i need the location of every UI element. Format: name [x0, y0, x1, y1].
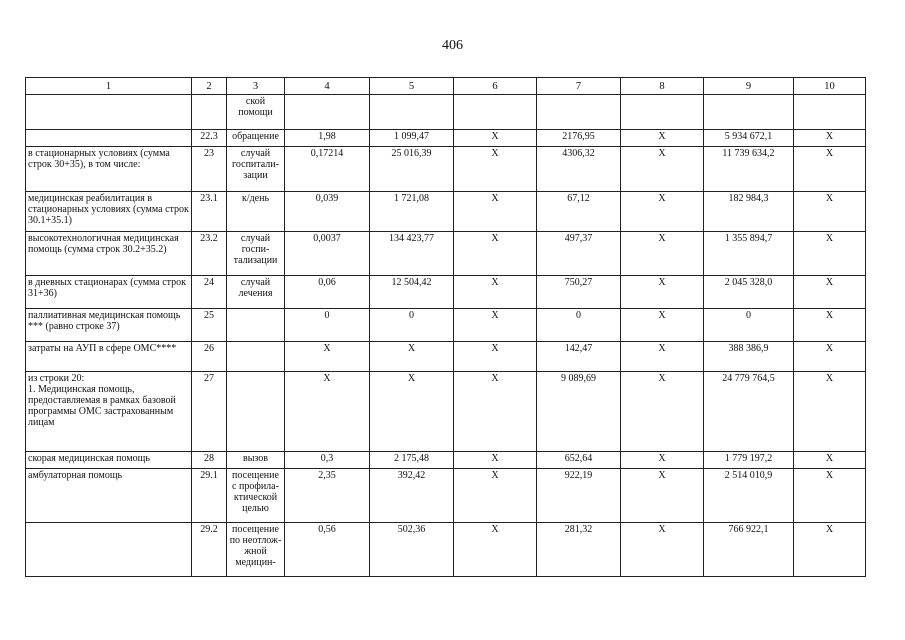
cell-col5: 2 175,48 [370, 452, 454, 469]
table-row [26, 276, 866, 309]
cell-col10: X [794, 342, 866, 372]
cell-col9: 182 984,3 [704, 192, 794, 232]
cell-col6: X [454, 192, 537, 232]
cell-col5: 1 721,08 [370, 192, 454, 232]
cell-col5: 12 504,42 [370, 276, 454, 309]
table-row [26, 130, 866, 147]
cell-col8: X [621, 130, 704, 147]
row-unit: ской помощи [227, 95, 285, 130]
cell-col6: X [454, 130, 537, 147]
cell-col4: 0,17214 [285, 147, 370, 192]
row-code: 23.1 [192, 192, 227, 232]
table-header-row [26, 78, 866, 95]
cell-col7: 9 089,69 [537, 372, 621, 452]
cell-col9: 5 934 672,1 [704, 130, 794, 147]
cell-col5: 0 [370, 309, 454, 342]
header-cell: 6 [454, 78, 537, 95]
cell-col10: X [794, 523, 866, 577]
cell-col10: X [794, 469, 866, 523]
cell-col9 [704, 95, 794, 130]
cell-col5 [370, 95, 454, 130]
row-label: скорая медицинская помощь [26, 452, 192, 469]
cell-col9: 1 779 197,2 [704, 452, 794, 469]
cell-col5: 25 016,39 [370, 147, 454, 192]
row-unit: вызов [227, 452, 285, 469]
table-row [26, 309, 866, 342]
cell-col5: 134 423,77 [370, 232, 454, 276]
row-label [26, 523, 192, 577]
page-number: 406 [442, 38, 463, 53]
cell-col4 [285, 95, 370, 130]
cell-col10: X [794, 192, 866, 232]
cell-col8: X [621, 452, 704, 469]
cell-col6: X [454, 452, 537, 469]
table-row [26, 469, 866, 523]
header-cell: 7 [537, 78, 621, 95]
row-unit: посещение с профила-ктической целью [227, 469, 285, 523]
cell-col10 [794, 95, 866, 130]
cell-col6: X [454, 309, 537, 342]
header-cell: 2 [192, 78, 227, 95]
row-label: в стационарных условиях (сумма строк 30+35), в том числе: [26, 147, 192, 192]
cell-col7: 281,32 [537, 523, 621, 577]
cell-col7: 652,64 [537, 452, 621, 469]
cell-col4: 0,3 [285, 452, 370, 469]
cell-col9: 766 922,1 [704, 523, 794, 577]
table-row [26, 523, 866, 577]
row-code: 27 [192, 372, 227, 452]
cell-col5: X [370, 342, 454, 372]
cell-col8: X [621, 342, 704, 372]
cell-col6: X [454, 372, 537, 452]
row-unit: случай госпи-тализации [227, 232, 285, 276]
row-label [26, 130, 192, 147]
cell-col6: X [454, 523, 537, 577]
row-code: 22.3 [192, 130, 227, 147]
cell-col6: X [454, 147, 537, 192]
header-cell: 4 [285, 78, 370, 95]
row-code: 23.2 [192, 232, 227, 276]
header-cell: 3 [227, 78, 285, 95]
cell-col5: 1 099,47 [370, 130, 454, 147]
cell-col8: X [621, 372, 704, 452]
cell-col7: 67,12 [537, 192, 621, 232]
cell-col4: 0,56 [285, 523, 370, 577]
header-cell: 8 [621, 78, 704, 95]
cell-col10: X [794, 372, 866, 452]
cell-col9: 11 739 634,2 [704, 147, 794, 192]
cell-col8: X [621, 192, 704, 232]
row-code: 26 [192, 342, 227, 372]
cell-col6: X [454, 232, 537, 276]
row-unit: к/день [227, 192, 285, 232]
cell-col9: 388 386,9 [704, 342, 794, 372]
row-unit [227, 309, 285, 342]
cell-col8: X [621, 309, 704, 342]
cell-col7: 922,19 [537, 469, 621, 523]
cell-col10: X [794, 147, 866, 192]
cell-col6: X [454, 276, 537, 309]
cell-col6: X [454, 469, 537, 523]
table-row [26, 147, 866, 192]
table-row [26, 372, 866, 452]
row-code: 25 [192, 309, 227, 342]
cell-col4: 1,98 [285, 130, 370, 147]
table-row [26, 192, 866, 232]
cell-col4: 0,039 [285, 192, 370, 232]
row-label: медицинская реабилитация в стационарных условиях (сумма строк 30.1+35.1) [26, 192, 192, 232]
cell-col9: 0 [704, 309, 794, 342]
cell-col4: 0,06 [285, 276, 370, 309]
row-unit: случай лечения [227, 276, 285, 309]
row-label: затраты на АУП в сфере ОМС**** [26, 342, 192, 372]
cell-col7: 750,27 [537, 276, 621, 309]
cell-col7: 2176,95 [537, 130, 621, 147]
row-code: 29.1 [192, 469, 227, 523]
cell-col8 [621, 95, 704, 130]
cell-col6: X [454, 342, 537, 372]
header-cell: 1 [26, 78, 192, 95]
header-cell: 9 [704, 78, 794, 95]
table-row [26, 95, 866, 130]
cell-col4: X [285, 342, 370, 372]
table-row [26, 342, 866, 372]
cell-col8: X [621, 147, 704, 192]
cell-col7: 4306,32 [537, 147, 621, 192]
cell-col5: X [370, 372, 454, 452]
row-unit [227, 342, 285, 372]
row-code [192, 95, 227, 130]
cell-col10: X [794, 452, 866, 469]
row-label: в дневных стационарах (сумма строк 31+36) [26, 276, 192, 309]
row-label: амбулаторная помощь [26, 469, 192, 523]
cell-col8: X [621, 469, 704, 523]
header-cell: 10 [794, 78, 866, 95]
cell-col7: 497,37 [537, 232, 621, 276]
table-row [26, 452, 866, 469]
cell-col6 [454, 95, 537, 130]
cell-col4: X [285, 372, 370, 452]
statistics-table [25, 77, 866, 577]
row-label: паллиативная медицинская помощь *** (равно строке 37) [26, 309, 192, 342]
cell-col5: 392,42 [370, 469, 454, 523]
row-label: высокотехнологичная медицинская помощь (сумма строк 30.2+35.2) [26, 232, 192, 276]
cell-col9: 2 045 328,0 [704, 276, 794, 309]
row-unit: посещение по неотлож-жной медицин- [227, 523, 285, 577]
row-unit [227, 372, 285, 452]
cell-col8: X [621, 232, 704, 276]
row-label: из строки 20: 1. Медицинская помощь, предоставляемая в рамках базовой программы ОМС застрахованным лицам [26, 372, 192, 452]
row-code: 28 [192, 452, 227, 469]
cell-col4: 0,0037 [285, 232, 370, 276]
cell-col4: 0 [285, 309, 370, 342]
cell-col5: 502,36 [370, 523, 454, 577]
cell-col7: 0 [537, 309, 621, 342]
cell-col10: X [794, 276, 866, 309]
cell-col10: X [794, 130, 866, 147]
cell-col9: 24 779 764,5 [704, 372, 794, 452]
row-code: 24 [192, 276, 227, 309]
cell-col10: X [794, 309, 866, 342]
row-code: 23 [192, 147, 227, 192]
cell-col9: 2 514 010,9 [704, 469, 794, 523]
cell-col7 [537, 95, 621, 130]
table-body [26, 78, 866, 577]
row-unit: случай госпитали-зации [227, 147, 285, 192]
row-unit: обращение [227, 130, 285, 147]
row-label [26, 95, 192, 130]
header-cell: 5 [370, 78, 454, 95]
cell-col10: X [794, 232, 866, 276]
cell-col8: X [621, 276, 704, 309]
row-code: 29.2 [192, 523, 227, 577]
cell-col9: 1 355 894,7 [704, 232, 794, 276]
cell-col7: 142,47 [537, 342, 621, 372]
cell-col4: 2,35 [285, 469, 370, 523]
table-row [26, 232, 866, 276]
cell-col8: X [621, 523, 704, 577]
